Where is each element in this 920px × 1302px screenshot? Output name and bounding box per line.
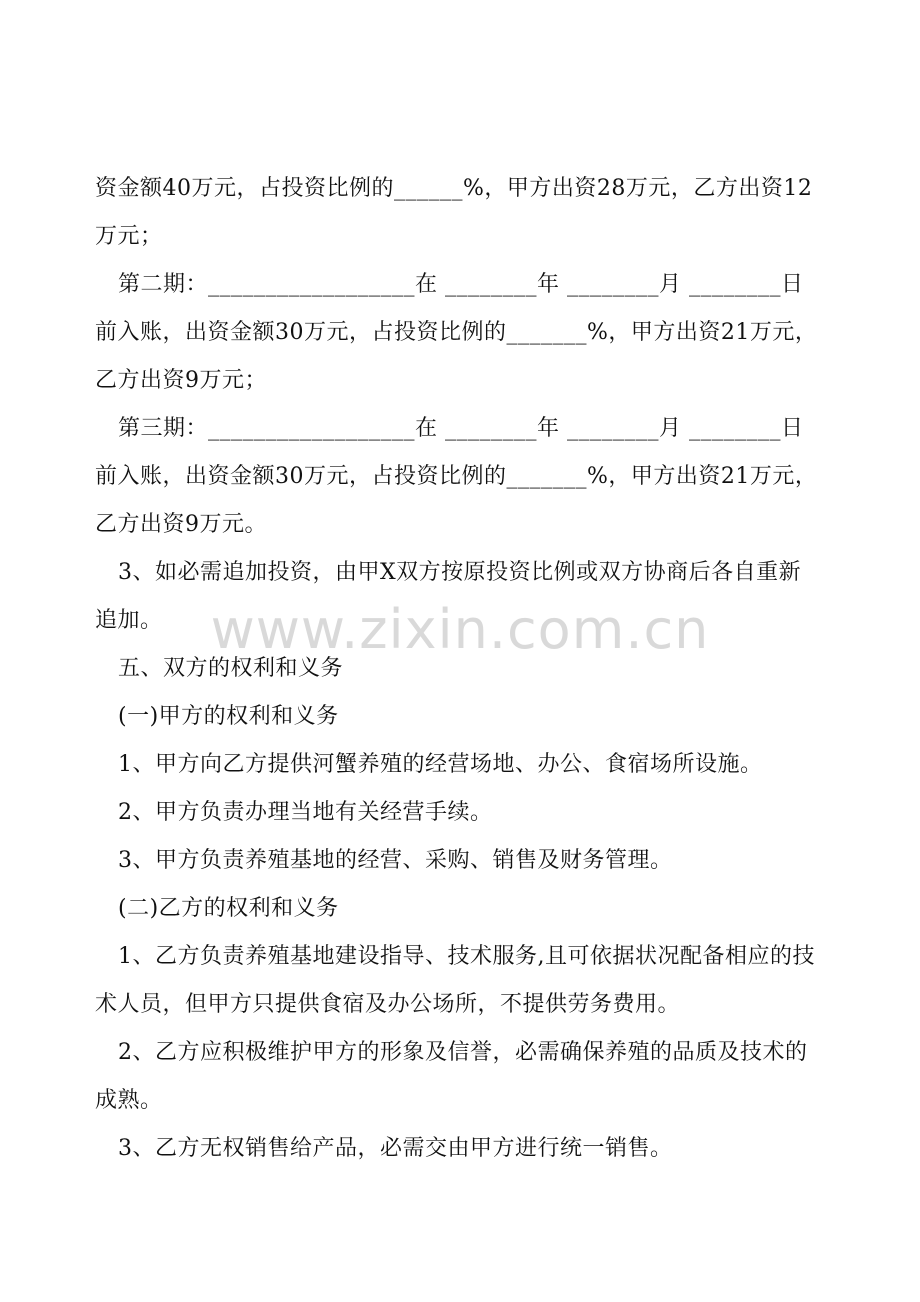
paragraph-line: 乙方出资9万元； [95,368,267,393]
paragraph-line: 2、甲方负责办理当地有关经营手续。 [118,800,493,825]
paragraph-line: 术人员，但甲方只提供食宿及办公场所，不提供劳务费用。 [95,992,681,1017]
paragraph-line: 1、乙方负责养殖基地建设指导、技术服务,且可依据状况配备相应的技 [118,944,815,969]
paragraph-line: 1、甲方向乙方提供河蟹养殖的经营场地、办公、食宿场所设施。 [118,752,763,777]
paragraph-line: 3、乙方无权销售给产品，必需交由甲方进行统一销售。 [118,1136,673,1161]
section-heading: 五、双方的权利和义务 [118,656,344,681]
paragraph-line: 第三期：__________________在 ________年 ________月 ________日 [118,416,804,441]
paragraph-line: 万元； [95,224,163,249]
subsection-heading: (一)甲方的权利和义务 [118,704,339,729]
paragraph-line: 前入账，出资金额30万元，占投资比例的_______%，甲方出资21万元， [95,320,818,345]
paragraph-line: 第二期：__________________在 ________年 ________月 ________日 [118,272,804,297]
paragraph-line: 3、如必需追加投资，由甲X双方按原投资比例或双方协商后各自重新 [118,560,802,585]
paragraph-line: 追加。 [95,608,163,633]
paragraph-line: 乙方出资9万元。 [95,512,267,537]
paragraph-line: 资金额40万元，占投资比例的______%，甲方出资28万元，乙方出资12 [95,176,813,201]
paragraph-line: 前入账，出资金额30万元，占投资比例的_______%，甲方出资21万元， [95,464,818,489]
subsection-heading: (二)乙方的权利和义务 [118,896,339,921]
paragraph-line: 成熟。 [95,1088,163,1113]
watermark: www.zixin.com.cn [210,598,710,661]
paragraph-line: 3、甲方负责养殖基地的经营、采购、销售及财务管理。 [118,848,673,873]
paragraph-line: 2、乙方应积极维护甲方的形象及信誉，必需确保养殖的品质及技术的 [118,1040,808,1065]
